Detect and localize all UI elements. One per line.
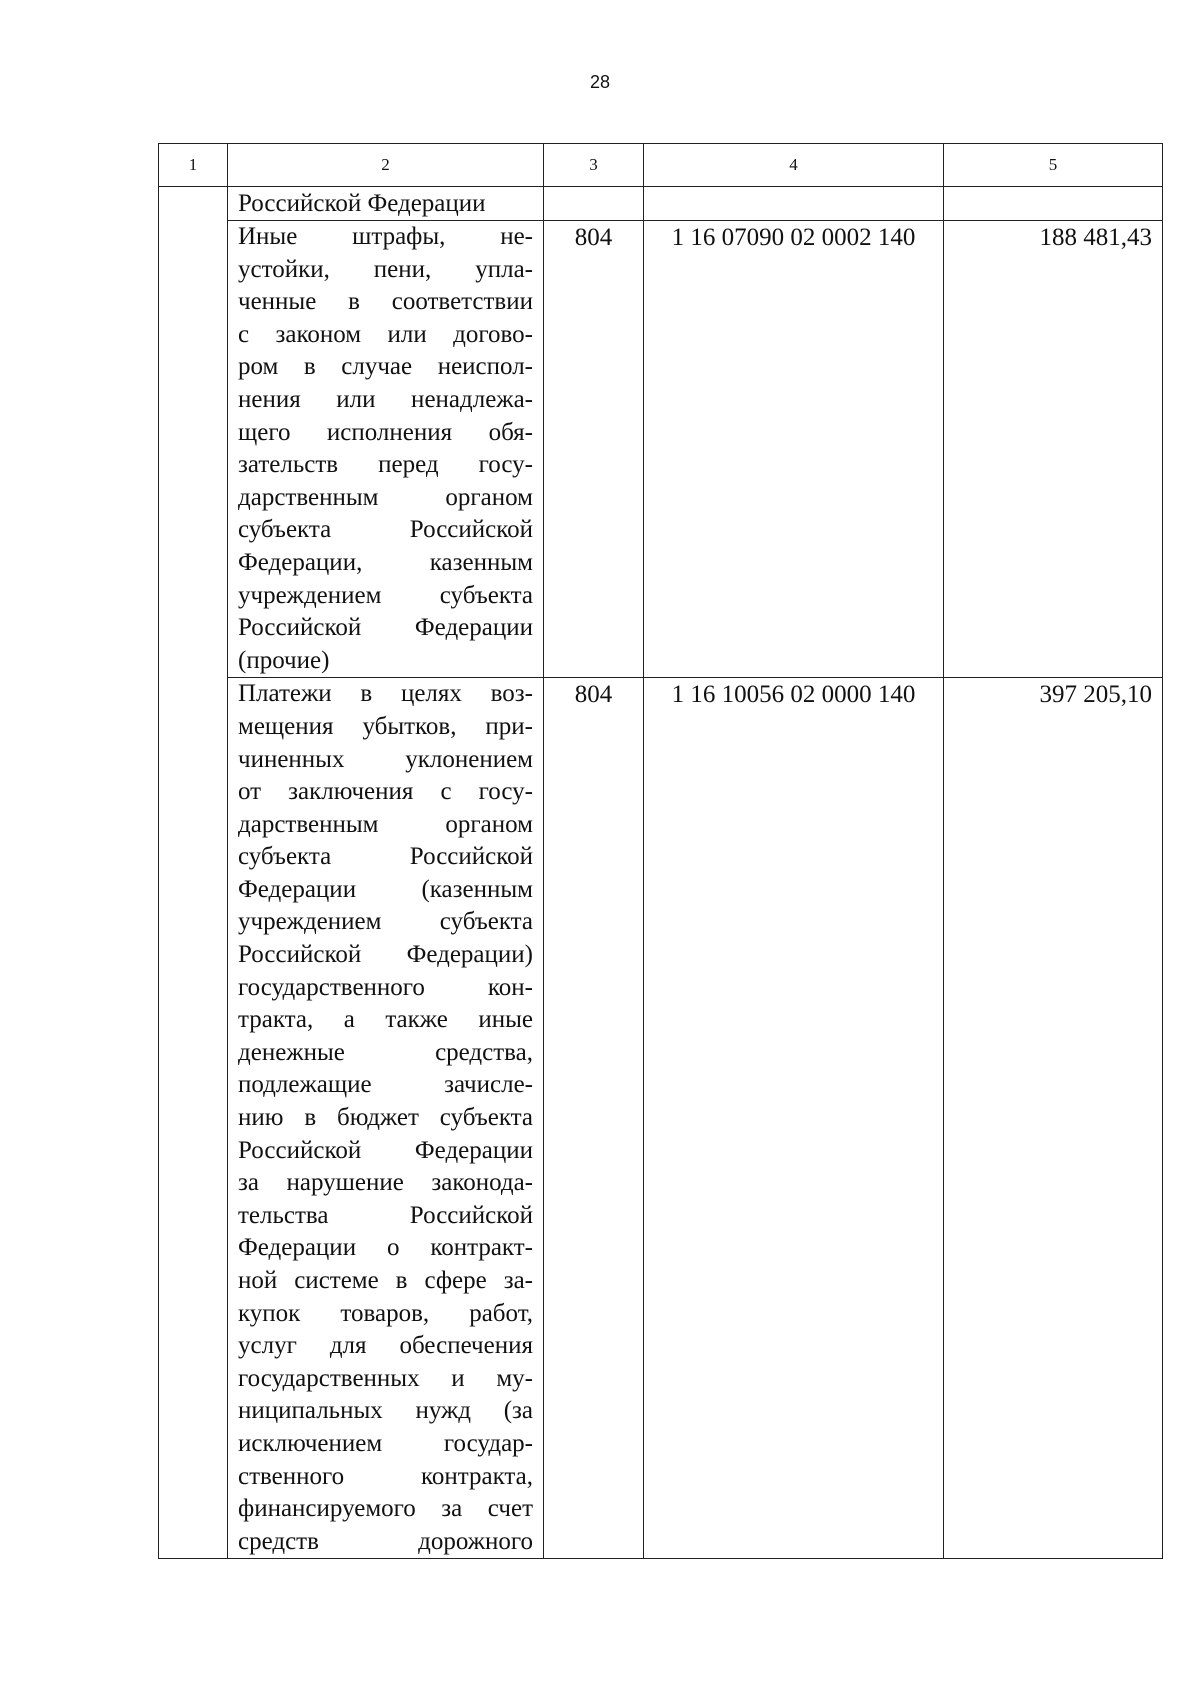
- name-line: Иные штрафы, не-: [238, 223, 533, 250]
- kbk-cell: 1 16 07090 02 0002 140: [644, 221, 944, 678]
- name-line: исключением государ-: [238, 1429, 533, 1457]
- name-line: Российской Федерации: [238, 190, 486, 217]
- sum-cell: 397 205,10: [944, 678, 1163, 1559]
- name-line: Российской Федерации): [238, 941, 533, 969]
- column-number-5: 5: [944, 144, 1163, 187]
- name-line: субъекта Российской: [238, 843, 533, 871]
- table-header-row: [159, 144, 1163, 187]
- name-line: нию в бюджет субъекта: [238, 1104, 533, 1132]
- code-cell: 804: [544, 678, 644, 1559]
- name-line: Платежи в целях воз-: [238, 680, 533, 708]
- name-line: от заключения с госу-: [238, 778, 533, 806]
- name-line: ной системе в сфере за-: [238, 1267, 533, 1294]
- name-line: тельства Российской: [238, 1201, 533, 1229]
- row-number-cell: [159, 678, 228, 1559]
- name-line: мещения убытков, при-: [238, 712, 533, 740]
- name-line: услуг для обеспечения: [238, 1332, 533, 1360]
- name-line: дарственным органом: [238, 810, 533, 838]
- name-line: зательств перед госу-: [238, 451, 533, 479]
- name-line: Российской Федерации: [238, 614, 533, 642]
- page-number: 28: [589, 72, 611, 92]
- name-line: средств дорожного: [238, 1527, 533, 1555]
- name-line: Федерации о контракт-: [238, 1234, 533, 1262]
- name-cell: [228, 221, 544, 678]
- name-line: финансируемого за счет: [238, 1495, 533, 1523]
- name-line: учреждением субъекта: [238, 581, 533, 609]
- kbk-cell: [644, 187, 944, 221]
- name-line: устойки, пени, упла-: [238, 255, 533, 283]
- name-line: за нарушение законода-: [238, 1169, 533, 1197]
- name-line: дарственным органом: [238, 483, 533, 511]
- column-number-2: 2: [228, 144, 544, 187]
- name-line: купок товаров, работ,: [238, 1299, 533, 1327]
- table-row: [159, 221, 1163, 678]
- column-number-4: 4: [644, 144, 944, 187]
- name-line: субъекта Российской: [238, 516, 533, 544]
- name-line: государственного кон-: [238, 973, 533, 1001]
- name-line: ниципальных нужд (за: [238, 1397, 533, 1425]
- kbk-cell: 1 16 10056 02 0000 140: [644, 678, 944, 1559]
- sum-cell: 188 481,43: [944, 221, 1163, 678]
- name-line: ром в случае неиспол-: [238, 353, 533, 381]
- name-line: щего исполнения обя-: [238, 418, 533, 446]
- name-line: государственных и му-: [238, 1364, 533, 1392]
- name-line: подлежащие зачисле-: [238, 1071, 533, 1099]
- code-cell: 804: [544, 221, 644, 678]
- name-line: Федерации, казенным: [238, 548, 533, 576]
- name-line: ственного контракта,: [238, 1462, 533, 1490]
- name-cell: [228, 187, 544, 221]
- sum-cell: [944, 187, 1163, 221]
- row-number-cell: [159, 221, 228, 678]
- table-row: [159, 678, 1163, 1559]
- name-line: с законом или догово-: [238, 320, 533, 348]
- name-line: (прочие): [238, 646, 330, 674]
- name-line: учреждением субъекта: [238, 908, 533, 936]
- name-line: денежные средства,: [238, 1038, 533, 1066]
- name-line: тракта, а также иные: [238, 1006, 533, 1034]
- code-cell: [544, 187, 644, 221]
- name-cell: [228, 678, 544, 1559]
- row-number-cell: [159, 187, 228, 221]
- column-number-3: 3: [544, 144, 644, 187]
- name-line: ченные в соответствии: [238, 288, 533, 316]
- name-line: нения или ненадлежа-: [238, 385, 533, 413]
- table-row-continuation: [159, 187, 1163, 221]
- budget-revenue-table: [158, 143, 1163, 1559]
- name-line: Российской Федерации: [238, 1136, 533, 1164]
- column-number-1: 1: [159, 144, 228, 187]
- name-line: чиненных уклонением: [238, 745, 533, 773]
- name-line: Федерации (казенным: [238, 875, 533, 903]
